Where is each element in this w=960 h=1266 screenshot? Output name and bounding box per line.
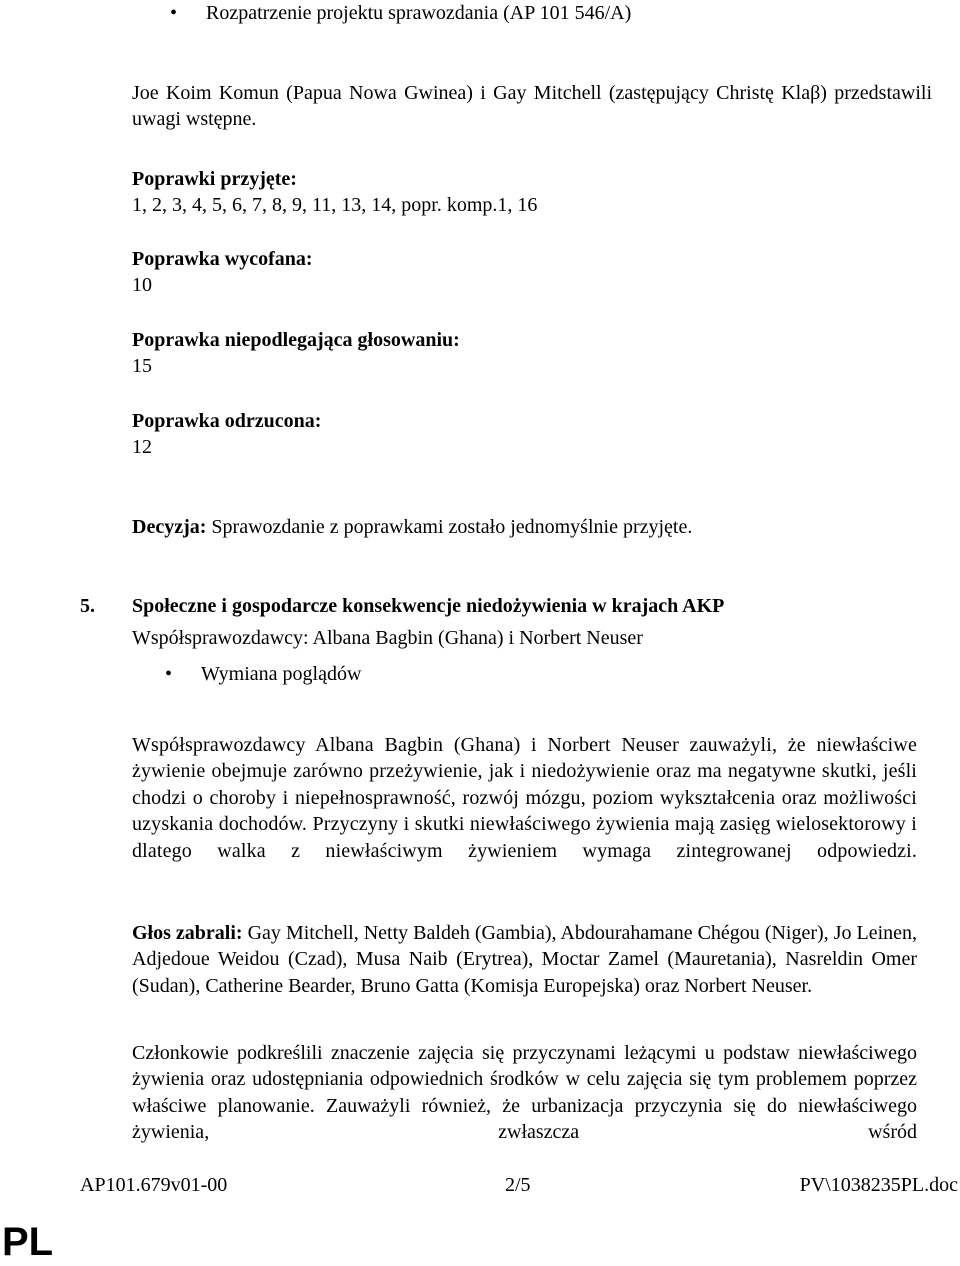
amendment-rejected <box>132 408 321 461</box>
paragraph-members: Członkowie podkreślili znaczenie zajęcia się przyczynami leżącymi u podstaw niewłaściwego żywienia oraz udostępniania odpowiednich środków w celu zajęcia się tym problemem poprzez właściwe planowanie. Zauważyli również, że urbanizacja przyczynia się do niewłaściwego żywienia, zwłaszcza wśród <box>132 1042 917 1144</box>
language-code: PL <box>2 1220 54 1264</box>
section-rapporteurs: Współsprawozdawcy: Albana Bagbin (Ghana) i Norbert Neuser <box>132 627 643 649</box>
amendment-label: Poprawka niepodlegająca głosowaniu: <box>132 329 460 351</box>
intro-paragraph: Joe Koim Komun (Papua Nowa Gwinea) i Gay Mitchell (zastępujący Christę Klaβ) przedstawili uwagi wstępne. <box>132 82 932 131</box>
amendment-value: 12 <box>132 436 152 459</box>
footer-doc-id: AP101.679v01-00 <box>80 1174 228 1196</box>
speakers-text: Gay Mitchell, Netty Baldeh (Gambia), Abdourahamane Chégou (Niger), Jo Leinen, Adjedoue Weidou (Czad), Musa Naib (Erytrea), Moctar Zamel (Mauretania), Nasreldin Omer (Sudan), Catherine Bearder, Bruno Gatta (Komisja Europejska) oraz Norbert Neuser. <box>132 922 918 997</box>
decision-label: Decyzja: <box>132 516 207 538</box>
agenda-bullet-text: Rozpatrzenie projektu sprawozdania (AP 101 546/A) <box>206 2 632 24</box>
bullet-icon: • <box>165 663 173 685</box>
speakers-paragraph <box>132 920 917 999</box>
amendment-label: Poprawki przyjęte: <box>132 168 297 190</box>
section-bullet <box>165 661 361 687</box>
bullet-icon: • <box>170 2 178 24</box>
speakers-label: Głos zabrali: <box>132 922 243 944</box>
amendment-withdrawn <box>132 246 313 299</box>
section-bullet-text: Wymiana poglądów <box>201 663 362 685</box>
amendment-accepted <box>132 166 537 219</box>
agenda-bullet <box>170 0 631 26</box>
paragraph-summary: Współsprawozdawcy Albana Bagbin (Ghana) i Norbert Neuser zauważyli, że niewłaściwe żywienie obejmuje zarówno przeżywienie, jak i niedożywienie oraz ma negatywne skutki, jeśli chodzi o choroby i niepełnosprawność, rozwój mózgu, poziom wykształcenia oraz możliwości uzyskania dochodów. Przyczyny i skutki niewłaściwego żywienia mają zasięg wielosektorowy i dlatego walka z niewłaściwym żywieniem wymaga zintegrowanej odpowiedzi. <box>132 734 917 862</box>
footer-filename: PV\1038235PL.doc <box>799 1174 958 1196</box>
decision-line <box>132 514 692 540</box>
amendment-value: 1, 2, 3, 4, 5, 6, 7, 8, 9, 11, 13, 14, popr. komp.1, 16 <box>132 194 538 217</box>
amendment-not-voted <box>132 327 460 380</box>
footer-page-number: 2/5 <box>505 1174 531 1196</box>
amendment-label: Poprawka odrzucona: <box>132 410 322 432</box>
amendment-value: 15 <box>132 355 152 378</box>
amendment-value: 10 <box>132 274 152 297</box>
section-title: Społeczne i gospodarcze konsekwencje niedożywienia w krajach AKP <box>132 595 725 617</box>
amendment-label: Poprawka wycofana: <box>132 248 313 270</box>
section-number: 5. <box>80 595 95 617</box>
decision-text: Sprawozdanie z poprawkami zostało jednomyślnie przyjęte. <box>211 516 693 538</box>
